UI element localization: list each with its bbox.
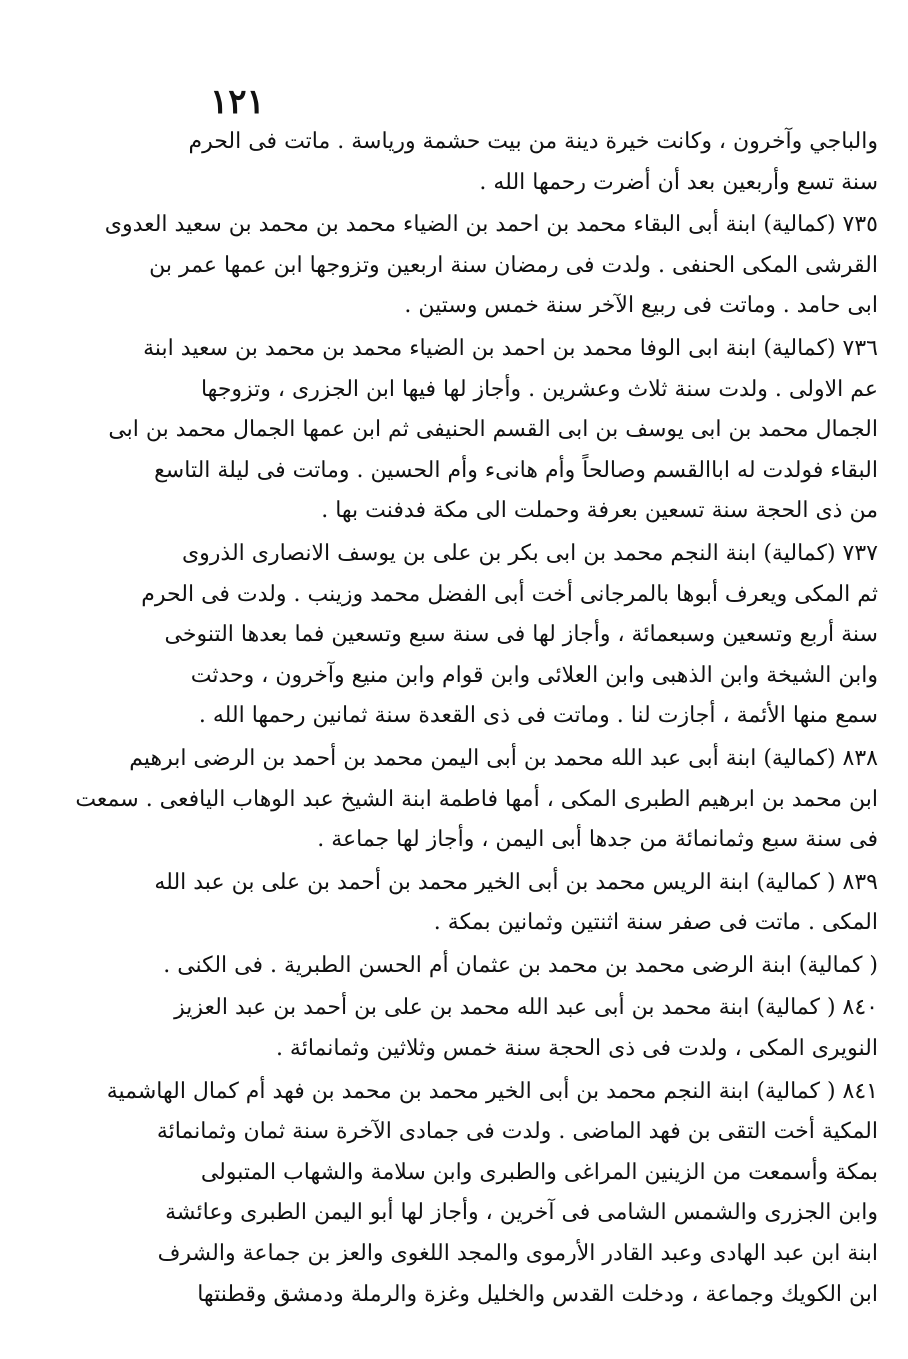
text-line: ٧٣٦ (كمالية) ابنة ابى الوفا محمد بن احمد بن الضياء محمد بن محمد بن سعيد ابنة (143, 335, 878, 361)
text-line: بمكة وأسمعت من الزينين المراغى والطبرى وابن سلامة والشهاب المتبولى (200, 1159, 878, 1185)
text-line: ٧٣٥ (كمالية) ابنة أبى البقاء محمد بن احمد بن الضياء محمد بن محمد بن سعيد العدوى (104, 212, 878, 238)
text-line: ( كمالية) ابنة الرضى محمد بن محمد بن عثمان أم الحسن الطبرية . فى الكنى . (163, 952, 878, 978)
text-line: سنة تسع وأربعين بعد أن أضرت رحمها الله . (479, 169, 878, 195)
text-line: القرشى المكى الحنفى . ولدت فى رمضان سنة اربعين وتزوجها ابن عمها عمر بن (149, 252, 878, 278)
paragraph (75, 739, 878, 861)
text-line: الجمال محمد بن ابى يوسف بن ابى القسم الحنيفى ثم ابن عمها الجمال محمد بن ابى (108, 417, 878, 443)
text-line: ثم المكى ويعرف أبوها بالمرجانى أخت أبى الفضل محمد وزينب . ولدت فى الحرم (141, 581, 878, 607)
text-line: ابن الكويك وجماعة ، ودخلت القدس والخليل وغزة والرملة ودمشق وقطنتها (197, 1281, 878, 1307)
text-line: من ذى الحجة سنة تسعين بعرفة وحملت الى مكة فدفنت بها . (321, 498, 878, 524)
paragraph (163, 946, 878, 987)
text-line: المكى . ماتت فى صفر سنة اثنتين وثمانين بمكة . (433, 910, 878, 936)
text-line: عم الاولى . ولدت سنة ثلاث وعشرين . وأجاز لها فيها ابن الجزرى ، وتزوجها (200, 376, 878, 402)
text-line: والباجي وآخرون ، وكانت خيرة دينة من بيت حشمة ورياسة . ماتت فى الحرم (188, 129, 878, 154)
paragraph (104, 205, 878, 327)
text-line: ٨٣٨ (كمالية) ابنة أبى عبد الله محمد بن أبى اليمن محمد بن أحمد بن الرضى ابرهيم (129, 745, 878, 771)
paragraph (178, 122, 878, 203)
paragraph (154, 863, 878, 944)
text-line: ابنة ابن عبد الهادى وعبد القادر الأرموى والمجد اللغوى والعز بن جماعة والشرف (157, 1241, 878, 1267)
text-line: سنة أربع وتسعين وسبعمائة ، وأجاز لها فى سنة سبع وتسعين فما بعدها التنوخى (164, 622, 878, 648)
text-line: ابى حامد . وماتت فى ربيع الآخر سنة خمس وستين . (404, 293, 878, 319)
text-line: ٨٤١ ( كمالية) ابنة النجم محمد بن أبى الخير محمد بن محمد بن فهد أم كمال الهاشمية (106, 1078, 878, 1104)
text-line: ٨٣٩ ( كمالية) ابنة الريس محمد بن أبى الخير محمد بن أحمد بن على بن عبد الله (154, 869, 878, 895)
paragraph (108, 329, 878, 532)
text-line: ٧٣٧ (كمالية) ابنة النجم محمد بن ابى بكر بن على بن يوسف الانصارى الذروى (181, 540, 878, 566)
text-line: وابن الجزرى والشمس الشامى فى آخرين ، وأجاز لها أبو اليمن الطبرى وعائشة (165, 1200, 878, 1226)
text-line: ابن محمد بن ابرهيم الطبرى المكى ، أمها فاطمة ابنة الشيخ عبد الوهاب اليافعى . سمعت (75, 786, 878, 812)
paragraph (106, 1072, 878, 1316)
text-line: وابن الشيخة وابن الذهبى وابن العلائى وابن قوام وابن منيع وآخرون ، وحدثت (190, 662, 878, 688)
page-number: ١٢١ (210, 82, 265, 122)
text-line: سمع منها الأئمة ، أجازت لنا . وماتت فى ذى القعدة سنة ثمانين رحمها الله . (198, 703, 878, 729)
text-line: المكية أخت التقى بن فهد الماضى . ولدت فى جمادى الآخرة سنة ثمان وثمانمائة (156, 1119, 878, 1145)
paragraph (141, 534, 878, 737)
text-line: النويرى المكى ، ولدت فى ذى الحجة سنة خمس وثلاثين وثمانمائة . (275, 1036, 878, 1062)
text-line: ٨٤٠ ( كمالية) ابنة محمد بن أبى عبد الله محمد بن على بن أحمد بن عبد العزيز (174, 995, 878, 1021)
text-line: البقاء فولدت له اباالقسم وصالحاً وأم هانىء وأم الحسين . وماتت فى ليلة التاسع (154, 457, 878, 483)
body-text (75, 122, 878, 1317)
text-line: فى سنة سبع وثمانمائة من جدها أبى اليمن ، وأجاز لها جماعة . (317, 827, 878, 853)
paragraph (174, 988, 878, 1069)
